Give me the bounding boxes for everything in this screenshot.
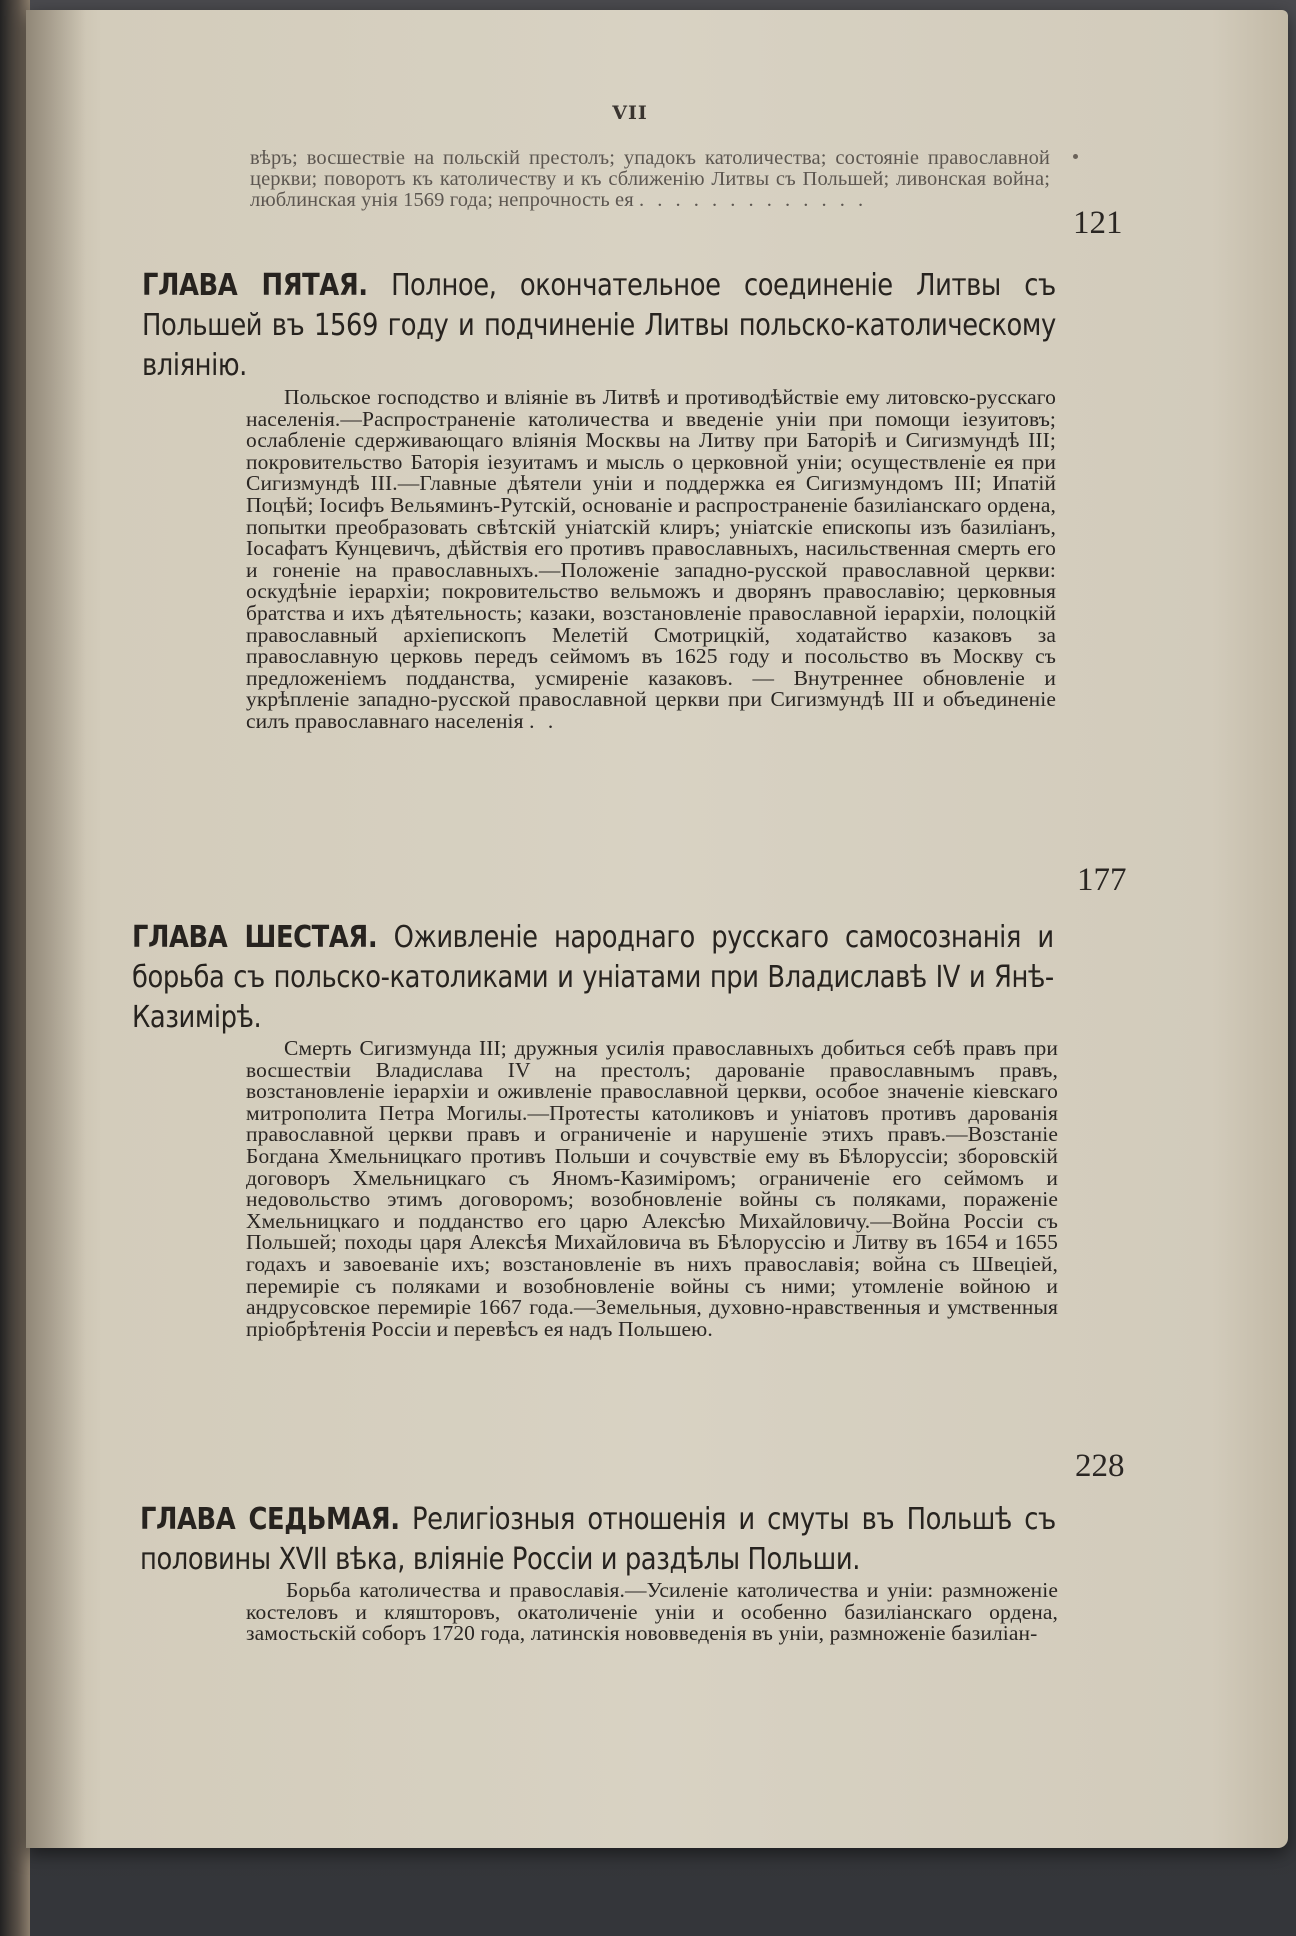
toc-entry-continuation: [250, 148, 1050, 211]
chapter-6-summary-block: [246, 1038, 1058, 1340]
summary-text: вѣръ; восшествіе на польскій престолъ; упадокъ католичества; состояніе православной церкви; поворотъ къ католичеству и къ сближенію Литвы съ Польшей; ливонская война; люблинская унія 1569 года; непрочность ея: [250, 147, 1050, 211]
summary-text: Борьба католичества и православія.—Усиленіе католичества и уніи: размноженіе костеловъ и кляшторовъ, окатоличеніе уніи и особенно базиліанскаго ордена, замостьскій соборъ 1720 года, латинскія нововведенія въ уніи, размноженіе базиліан-: [246, 1578, 1058, 1646]
chapter-5-summary-block: [246, 387, 1056, 733]
leader-dots: . .: [529, 708, 558, 733]
toc-entry-chapter-7: [140, 1500, 1058, 1588]
entry-summary: [246, 1580, 1058, 1645]
page-ref-121: 121: [1073, 205, 1123, 241]
ink-mark: [1073, 154, 1078, 159]
chapter-title: Полное, окончательное соединеніе Литвы съ Польшей въ 1569 году и подчиненіе Литвы польско-католическому вліянію.: [142, 268, 1056, 383]
page-ref-228: 228: [1075, 1448, 1125, 1484]
toc-entry-chapter-5: [142, 266, 1058, 394]
chapter-heading: [132, 918, 1054, 1038]
toc-entry-chapter-6: [132, 918, 1056, 1046]
chapter-heading: [140, 1500, 1056, 1580]
summary-text: Польское господство и вліяніе въ Литвѣ и противодѣйствіе ему литовско-русскаго населенія.—Распространеніе католичества и введеніе уніи при помощи іезуитовъ; ослабленіе сдерживающаго вліянія Москвы на Литву при Баторіѣ и Сигизмундѣ III; покровительство Баторія іезуитамъ и мысль о церковной уніи; осуществленіе ея при Сигизмундѣ III.—Главные дѣятели уніи и поддержка ея Сигизмундомъ III; Ипатій Поцѣй; Іосифъ Вельяминъ-Рутскій, основаніе и распространеніе базиліанскаго ордена, попытки преобразовать свѣтскій уніатскій клиръ; уніатскіе епископы изъ базиліанъ, Іосафатъ Кунцевичъ, дѣйствія его противъ православныхъ, насильственная смерть его и гоненіе на православныхъ.—Положеніе западно-русской православной церкви: оскудѣніе іерархіи; покровительство вельможъ и дворянъ православію; церковныя братства и ихъ дѣятельность; казаки, возстановленіе православной іерархіи, полоцкій православный архіепископъ Мелетій Смотрицкій, ходатайство казаковъ за православную церковь передъ сеймомъ въ 1625 году и посольство въ Москву съ предложеніемъ подданства, усмиреніе казаковъ. — Внутреннее обновленіе и укрѣпленіе западно-русской православной церкви при Сигизмундѣ III и объединеніе силъ православнаго населенія: [246, 385, 1056, 733]
entry-summary: [246, 387, 1056, 733]
chapter-label: ГЛАВА ПЯТАЯ.: [142, 268, 368, 303]
chapter-title: Оживленіе народнаго русскаго самосознанія и борьба съ польско-католиками и уніатами при Владиславѣ IV и Янѣ-Казимірѣ.: [132, 920, 1054, 1035]
entry-summary: [246, 1038, 1058, 1340]
chapter-7-summary-block: [246, 1580, 1058, 1645]
chapter-title: Религіозныя отношенія и смуты въ Польшѣ съ половины XVII вѣка, вліяніе Россіи и раздѣлы Польши.: [140, 1502, 1056, 1577]
leader-dots: . . . . . . . . . . . . .: [638, 189, 868, 211]
entry-summary: [250, 148, 1050, 211]
page-number: VII: [612, 102, 648, 124]
chapter-label: ГЛАВА СЕДЬМАЯ.: [140, 1502, 400, 1537]
summary-text: Смерть Сигизмунда III; дружныя усилія православныхъ добиться себѣ правъ при восшествіи Владислава IV на престолъ; дарованіе православнымъ правъ, возстановленіе іерархіи и оживленіе православной церкви, особое значеніе кіевскаго митрополита Петра Могилы.—Протесты католиковъ и уніатовъ противъ дарованія православной церкви правъ и ограниченіе и нарушеніе этихъ правъ.—Возстаніе Богдана Хмельницкаго противъ Польши и сочувствіе ему въ Бѣлоруссіи; зборовскій договоръ Хмельницкаго съ Яномъ-Казиміромъ; ограниченіе его сеймомъ и недовольство этимъ договоромъ; возобновленіе войны съ поляками, пораженіе Хмельницкаго и подданство его царю Алексѣю Михайловичу.—Война Россіи съ Польшей; походы царя Алексѣя Михайловича въ Бѣлоруссію и Литву въ 1654 и 1655 годахъ и завоеваніе ихъ; возстановленіе въ нихъ православія; война съ Швеціей, перемиріе съ поляками и возобновленіе войны съ ними; утомленіе войною и андрусовское перемиріе 1667 года.—Земельныя, духовно-нравственныя и умственныя пріобрѣтенія Россіи и перевѣсъ ея надъ Польшею.: [246, 1036, 1058, 1341]
page-ref-177: 177: [1077, 862, 1127, 898]
chapter-heading: [142, 266, 1056, 386]
chapter-label: ГЛАВА ШЕСТАЯ.: [132, 920, 378, 955]
